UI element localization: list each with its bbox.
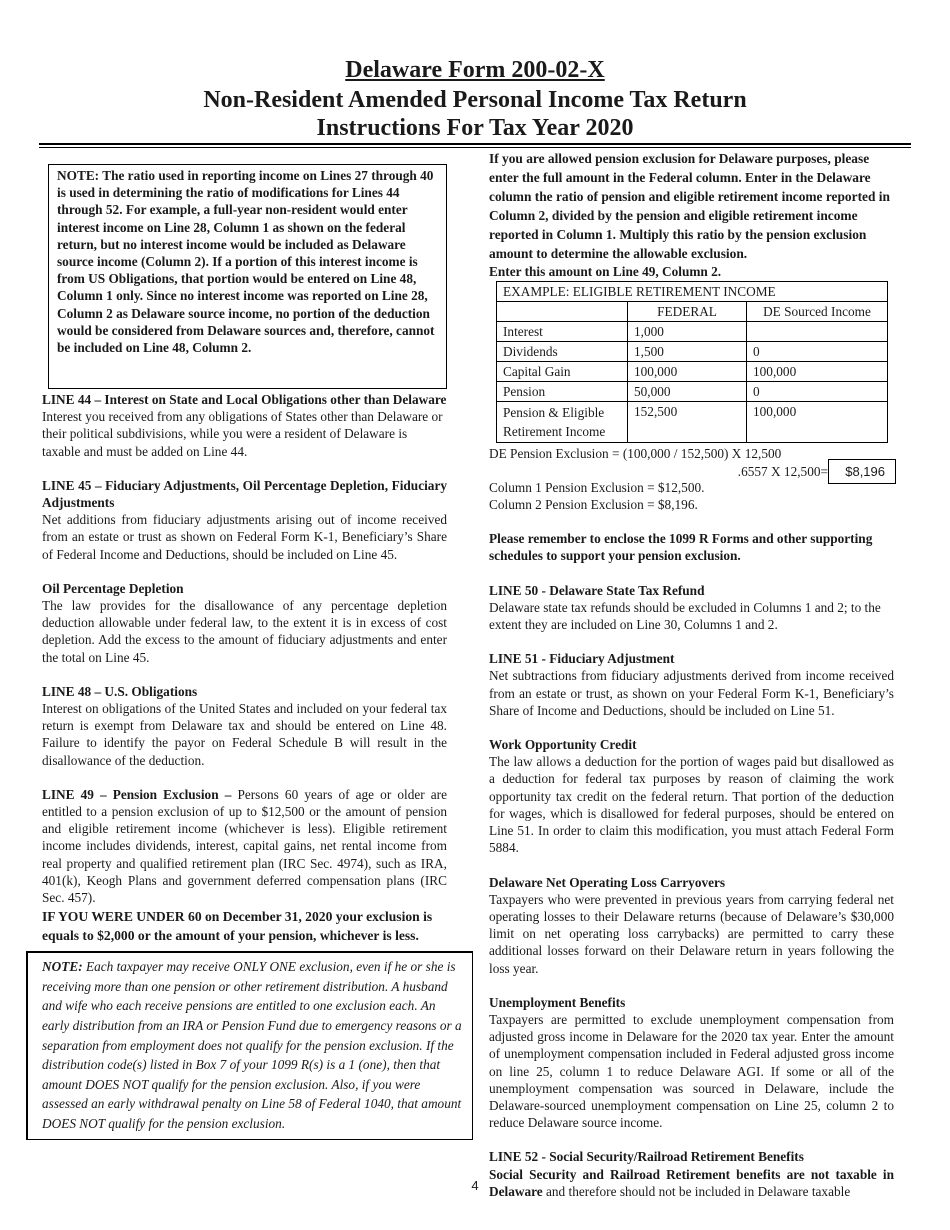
ratio-note-text: NOTE: The ratio used in reporting income on Lines 27 through 40 is used in determining the ratio of modifications for Lines 44 through 52. For example, a full-year non-resident would enter interest income on Line 28, Column 1 as shown on the federal return, but no interest income would be included as Delaware source income (Column 2). If a portion of this interest income is from US Obligations, that portion would be entered on Line 48, Column 1 only. Since no interest income was reported on Line 28, Column 2 as Delaware source income, no portion of the deduction would be considered from Delaware sources and, therefore, cannot be included on Line 48, Column 2. <box>57 168 435 356</box>
row-de: 0 <box>747 342 888 362</box>
line44-text: Interest you received from any obligations of States other than Delaware or their political subdivisions, while you were a resident of Delaware is taxable and must be added on Line 44. <box>42 409 443 459</box>
column2-exclusion: Column 2 Pension Exclusion = $8,196. <box>489 497 698 513</box>
row-de <box>747 322 888 342</box>
row-label: Pension & Eligible Retirement Income <box>497 402 628 443</box>
column1-exclusion: Column 1 Pension Exclusion = $12,500. <box>489 479 705 495</box>
row-de: 100,000 <box>747 402 888 443</box>
exclusion-note-body: Each taxpayer may receive ONLY ONE exclusion, even if he or she is receiving more than one pension or other retirement distribution. A husband and wife who each receive pensions are entitled to one exclusion each. An early distribution from an IRA or Pension Fund due to emergency reasons or a separation from employment does not qualify for the pension exclusion. If the distribution code(s) listed in Box 7 of your 1099 R(s) is a 1 (one), then that amount DOES NOT qualify for the pension exclusion. Also, if you were assessed an early withdrawal penalty on Line 58 of Federal 1040, that amount DOES NOT qualify for the pension exclusion. <box>42 959 462 1132</box>
table-row <box>497 362 888 382</box>
row-label: Interest <box>497 322 628 342</box>
ratio-note-box <box>48 164 447 389</box>
table-header-label <box>497 302 628 322</box>
line49-paragraph <box>42 786 447 906</box>
pension-intro: If you are allowed pension exclusion for Delaware purposes, please enter the full amount in the Federal column. Enter in the Delaware column the ratio of pension and eligible retirement income reported in Column 2, divided by the pension and eligible retirement income reported in Column 1. Multiply this ratio by the pension exclusion amount to determine the allowable exclusion. <box>489 151 890 261</box>
table-row <box>497 382 888 402</box>
row-federal: 50,000 <box>628 382 747 402</box>
row-label: Dividends <box>497 342 628 362</box>
exclusion-note-text <box>42 957 466 1133</box>
table-title: EXAMPLE: ELIGIBLE RETIREMENT INCOME <box>497 282 888 302</box>
row-label: Pension <box>497 382 628 402</box>
exclusion-note-label: NOTE: <box>42 959 83 975</box>
line45-text: Net additions from fiduciary adjustments arising out of income received from an estate or trust as shown on Federal Form K-1, Beneficiary’s Share of Federal Income and Deductions, should be included on Line 45. <box>42 512 447 562</box>
line52-text: and therefore should not be included in Delaware taxable <box>546 1183 851 1199</box>
table-header-de: DE Sourced Income <box>747 302 888 322</box>
form-subtitle-year: Instructions For Tax Year 2020 <box>316 115 634 141</box>
row-federal: 100,000 <box>628 362 747 382</box>
wo-credit-heading: Work Opportunity Credit <box>489 737 637 753</box>
row-federal: 1,000 <box>628 322 747 342</box>
nol-text: Taxpayers who were prevented in previous years from carrying federal net operating losses to their Delaware returns (because of Delaware’s $30,000 limit on net operating loss carrybacks) are permitted to carry these additional losses forward on their Delaware return in years following the loss year. <box>489 891 894 976</box>
unemployment-text: Taxpayers are permitted to exclude unemployment compensation from adjusted gross income in Delaware for the 2020 tax year. Enter the amount of unemployment compensation included in Federal adjusted gross income on line 25, column 1 to reduce Delaware AGI. If some or all of the unemployment compensation was sourced in Delaware, include the Delaware-sourced unemployment compensation on Line 25, column 2 to reduce Delaware source income. <box>489 1011 894 1131</box>
oil-depletion-heading: Oil Percentage Depletion <box>42 580 184 596</box>
form-subtitle: Non-Resident Amended Personal Income Tax Return <box>203 87 747 113</box>
line52-bold: Social Security and Railroad Retirement benefits are not taxable in Delaware <box>489 1166 894 1199</box>
line50-heading: LINE 50 - Delaware State Tax Refund <box>489 582 705 598</box>
header-rule-thin <box>39 147 911 148</box>
right-column <box>489 150 894 1200</box>
row-federal: 1,500 <box>628 342 747 362</box>
row-label: Capital Gain <box>497 362 628 382</box>
nol-heading: Delaware Net Operating Loss Carryovers <box>489 874 726 890</box>
calc-result-box: $8,196 <box>828 459 896 484</box>
table-row <box>497 342 888 362</box>
left-column <box>42 164 462 1140</box>
table-row <box>497 402 888 443</box>
oil-depletion-text: The law provides for the disallowance of any percentage depletion deduction allowable under federal law, to the extent it is in excess of cost depletion. Add the excess to the amount of fiduciary adjustments and enter the total on Line 45. <box>42 598 447 665</box>
remember-notice: Please remember to enclose the 1099 R Forms and other supporting schedules to support your pension exclusion. <box>489 531 873 564</box>
line50-text: Delaware state tax refunds should be excluded in Columns 1 and 2; to the extent they are included on Line 30, Columns 1 and 2. <box>489 599 881 633</box>
row-federal: 152,500 <box>628 402 747 443</box>
retirement-income-table <box>496 281 888 443</box>
line44-heading: LINE 44 – Interest on State and Local Obligations other than Delaware <box>42 392 447 407</box>
line45-heading: LINE 45 – Fiduciary Adjustments, Oil Percentage Depletion, Fiduciary Adjustments <box>42 477 447 511</box>
unemployment-heading: Unemployment Benefits <box>489 994 626 1010</box>
line52-heading: LINE 52 - Social Security/Railroad Retirement Benefits <box>489 1149 804 1165</box>
enter-line: Enter this amount on Line 49, Column 2. <box>489 264 722 280</box>
header-rule-thick <box>39 143 911 145</box>
line48-heading: LINE 48 – U.S. Obligations <box>42 683 198 699</box>
line48-text: Interest on obligations of the United States and included on your federal tax return is exempt from Delaware tax and should be entered on Line 48. Failure to identify the payor on Federal Schedule B will result in the disallowance of the deduction. <box>42 701 447 768</box>
calc-multiplier: .6557 X 12,500= <box>737 463 828 479</box>
line49-text: Persons 60 years of age or older are entitled to a pension exclusion of up to $12,500 or the amount of pension and eligible retirement income (whichever is less). Eligible retirement income includes dividends, interest, capital gains, net rental income from real property and qualified retirement plan (IRC Sec. 4974), such as IRA, 401(k), Keogh Plans and government deferred compensation plans (IRC Sec. 457). <box>42 786 448 906</box>
calc-line-1: DE Pension Exclusion = (100,000 / 152,500) X 12,500 <box>489 446 782 462</box>
table-row <box>497 322 888 342</box>
line49-heading: LINE 49 – Pension Exclusion – <box>42 786 232 802</box>
table-header-federal: FEDERAL <box>628 302 747 322</box>
line51-heading: LINE 51 - Fiduciary Adjustment <box>489 651 675 667</box>
exclusion-note-box <box>26 951 473 1139</box>
page-number: 4 <box>471 1178 479 1193</box>
line51-text: Net subtractions from fiduciary adjustments derived from income received from an estate or trust, as shown on your Federal Form K-1, Beneficiary’s Share of Income and Deductions, should be included on Line 51. <box>489 668 894 718</box>
wo-credit-text: The law allows a deduction for the portion of wages paid but disallowed as a deduction for federal tax purposes by reason of claiming the work opportunity tax credit on the federal return. That portion of the deduction for wages, which is disallowed for federal purposes, should be entered on Line 51. In order to claim this modification, you must attach Federal Form 5884. <box>489 754 894 856</box>
form-title: Delaware Form 200-02-X <box>345 57 605 83</box>
under-60-notice: IF YOU WERE UNDER 60 on December 31, 2020 your exclusion is equals to $2,000 or the amount of your pension, whichever is less. <box>42 909 433 944</box>
row-de: 100,000 <box>747 362 888 382</box>
row-de: 0 <box>747 382 888 402</box>
